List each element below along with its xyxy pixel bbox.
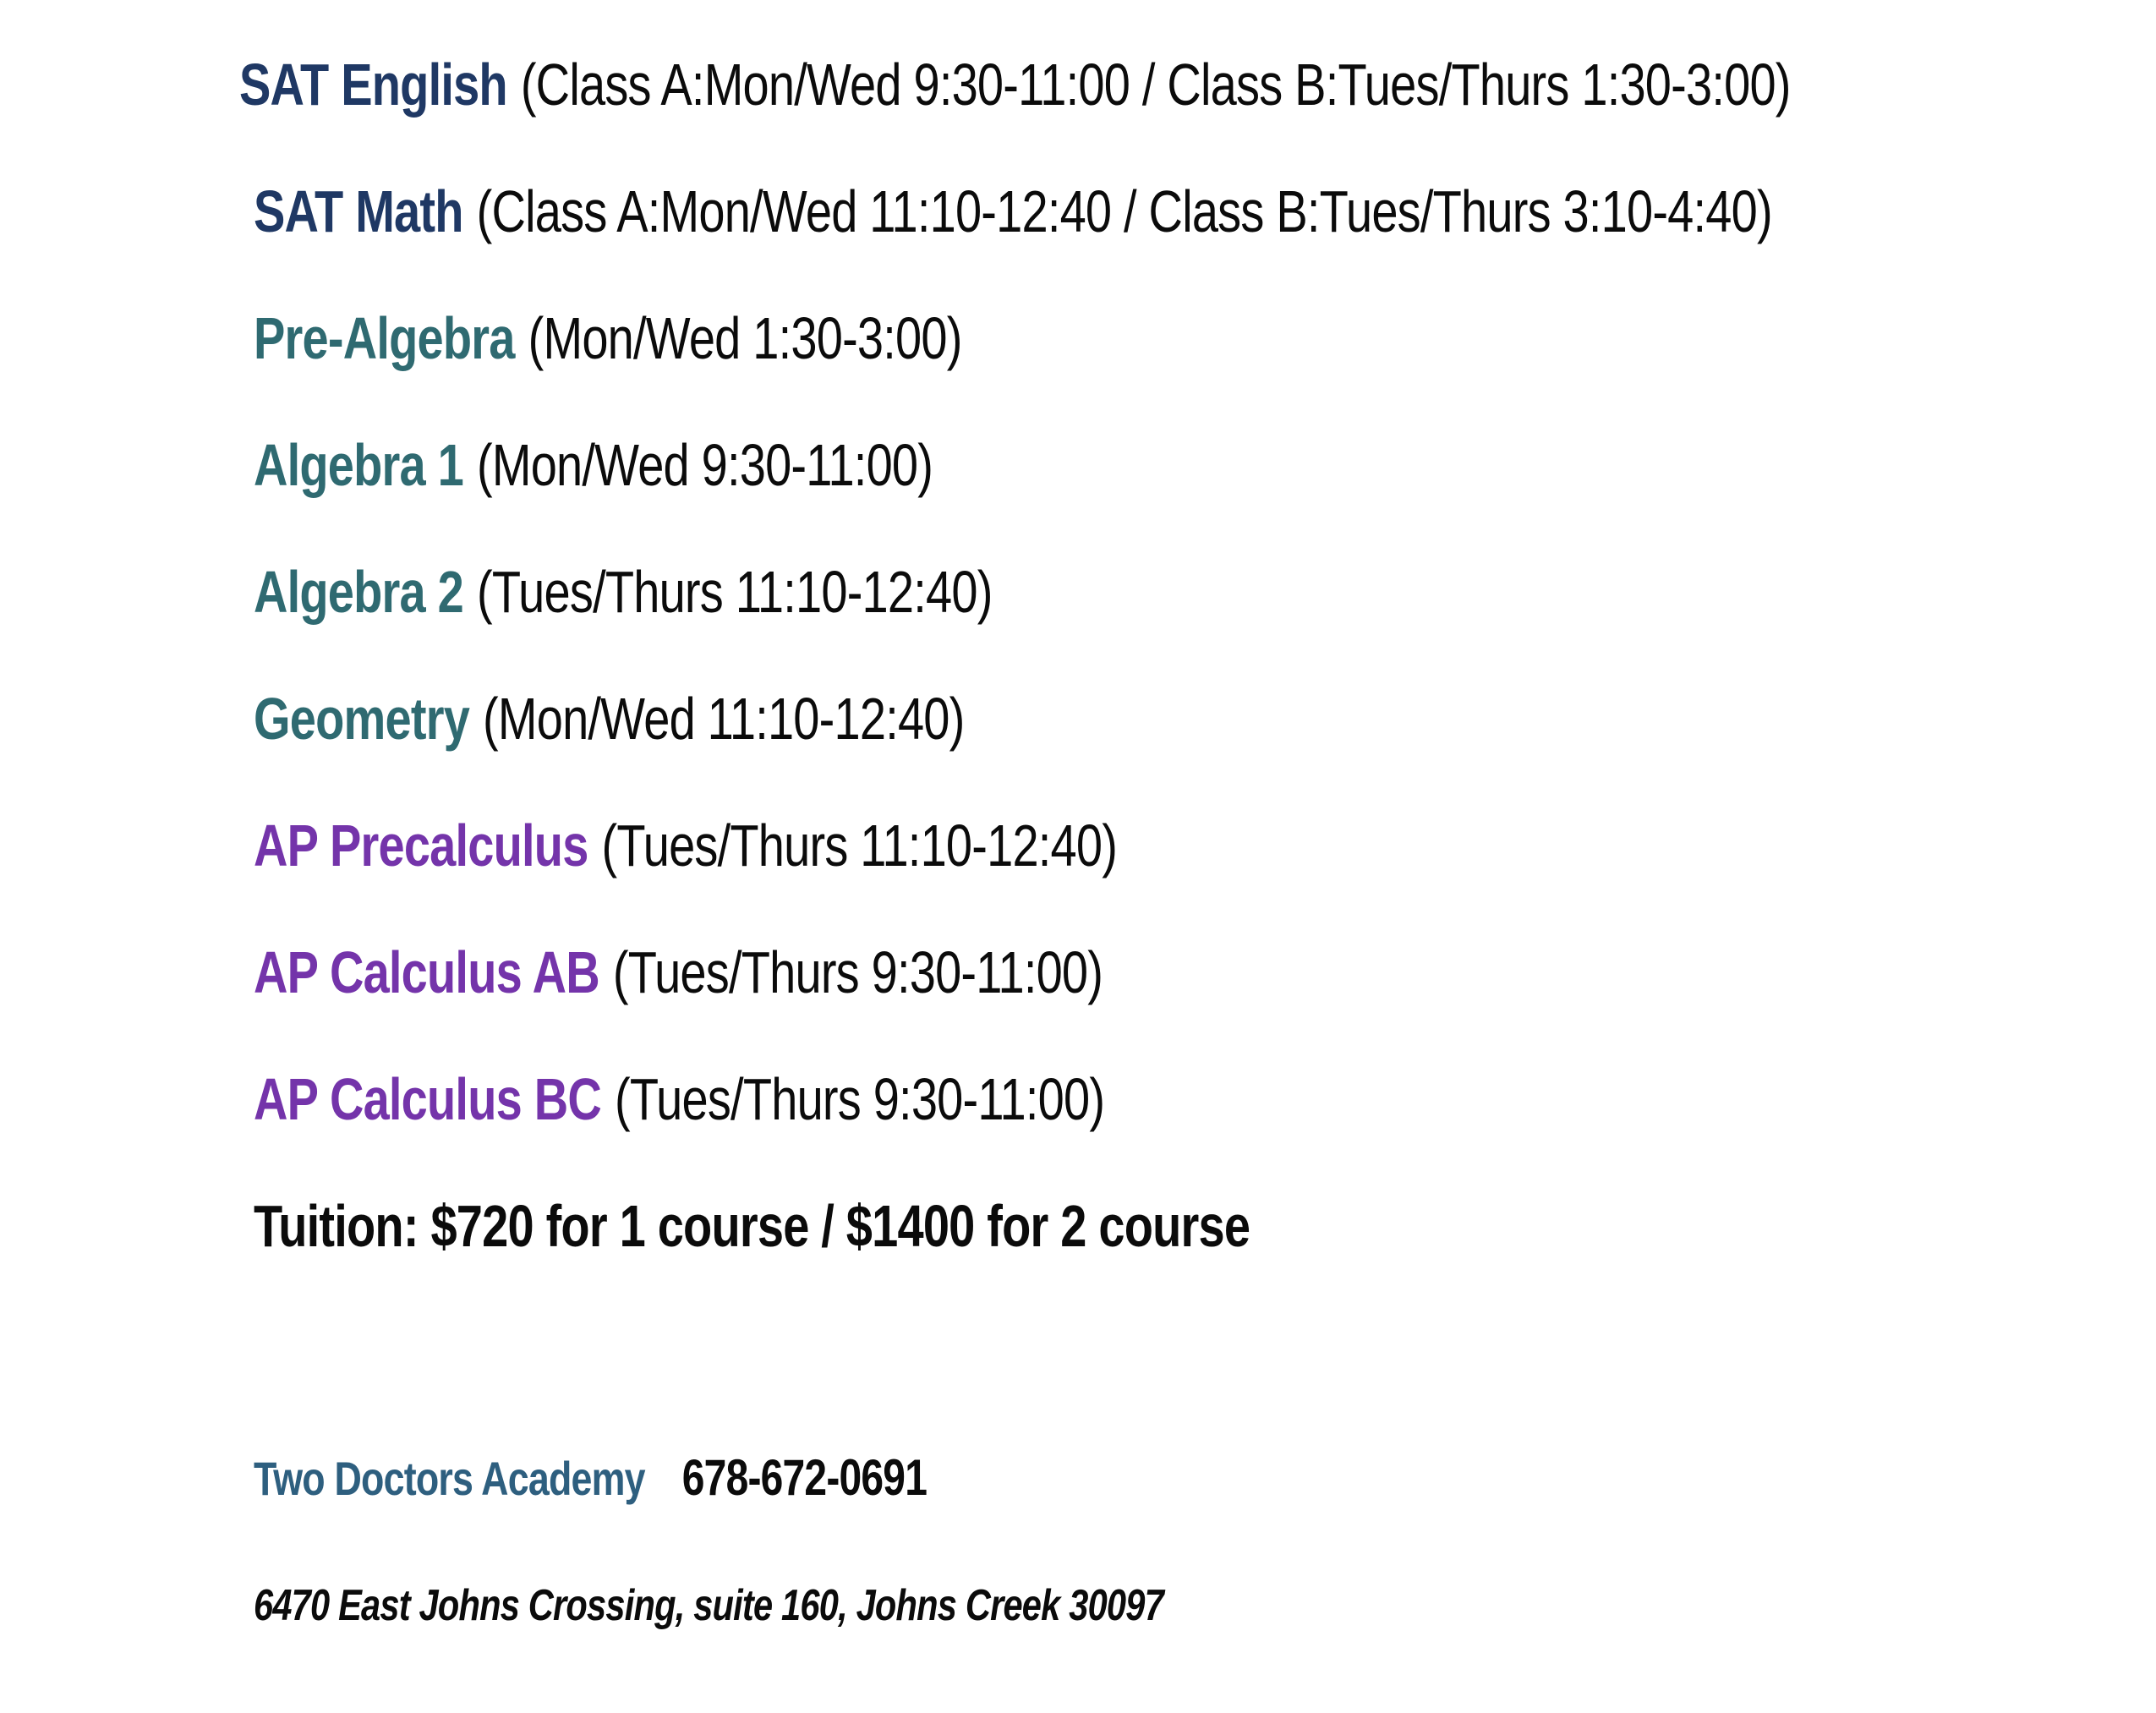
course-schedule: (Class A:Mon/Wed 11:10-12:40 / Class B:Tues/Thurs 3:10-4:40): [476, 178, 1772, 244]
course-line: [254, 275, 1793, 402]
course-schedule: (Tues/Thurs 9:30-11:00): [612, 939, 1103, 1005]
course-line: [254, 655, 1793, 782]
address-line: 6470 East Johns Crossing, suite 160, Johns Creek 30097: [254, 1581, 1163, 1630]
course-schedule: (Mon/Wed 9:30-11:00): [477, 432, 933, 498]
course-name: Algebra 2: [254, 559, 463, 625]
course-line: [254, 402, 1793, 528]
course-schedule: (Tues/Thurs 11:10-12:40): [601, 813, 1118, 878]
course-line: [254, 148, 1793, 275]
course-schedule: (Tues/Thurs 11:10-12:40): [477, 559, 993, 625]
course-line: [254, 782, 1793, 909]
course-line: [254, 1036, 1793, 1163]
phone-number: 678-672-0691: [681, 1449, 928, 1506]
course-schedule: (Class A:Mon/Wed 9:30-11:00 / Class B:Tues/Thurs 1:30-3:00): [520, 52, 1791, 118]
flyer-page: [239, 21, 2156, 1669]
course-name: Pre-Algebra: [254, 305, 515, 371]
academy-contact-line: [254, 1415, 1793, 1542]
academy-name: Two Doctors Academy: [254, 1452, 645, 1505]
course-name: Geometry: [254, 686, 470, 752]
course-name: AP Calculus BC: [254, 1066, 601, 1132]
course-name: AP Calculus AB: [254, 939, 599, 1005]
course-line: [254, 528, 1793, 655]
course-line: [254, 909, 1793, 1036]
course-line: [239, 21, 1791, 148]
course-schedule: (Mon/Wed 11:10-12:40): [483, 686, 965, 752]
course-name: SAT English: [239, 52, 507, 118]
course-name: SAT Math: [254, 178, 463, 244]
tuition-line: Tuition: $720 for 1 course / $1400 for 2 course: [254, 1193, 1250, 1259]
course-schedule: (Mon/Wed 1:30-3:00): [528, 305, 962, 371]
course-name: Algebra 1: [254, 432, 463, 498]
course-name: AP Precalculus: [254, 813, 588, 878]
course-schedule: (Tues/Thurs 9:30-11:00): [614, 1066, 1105, 1132]
